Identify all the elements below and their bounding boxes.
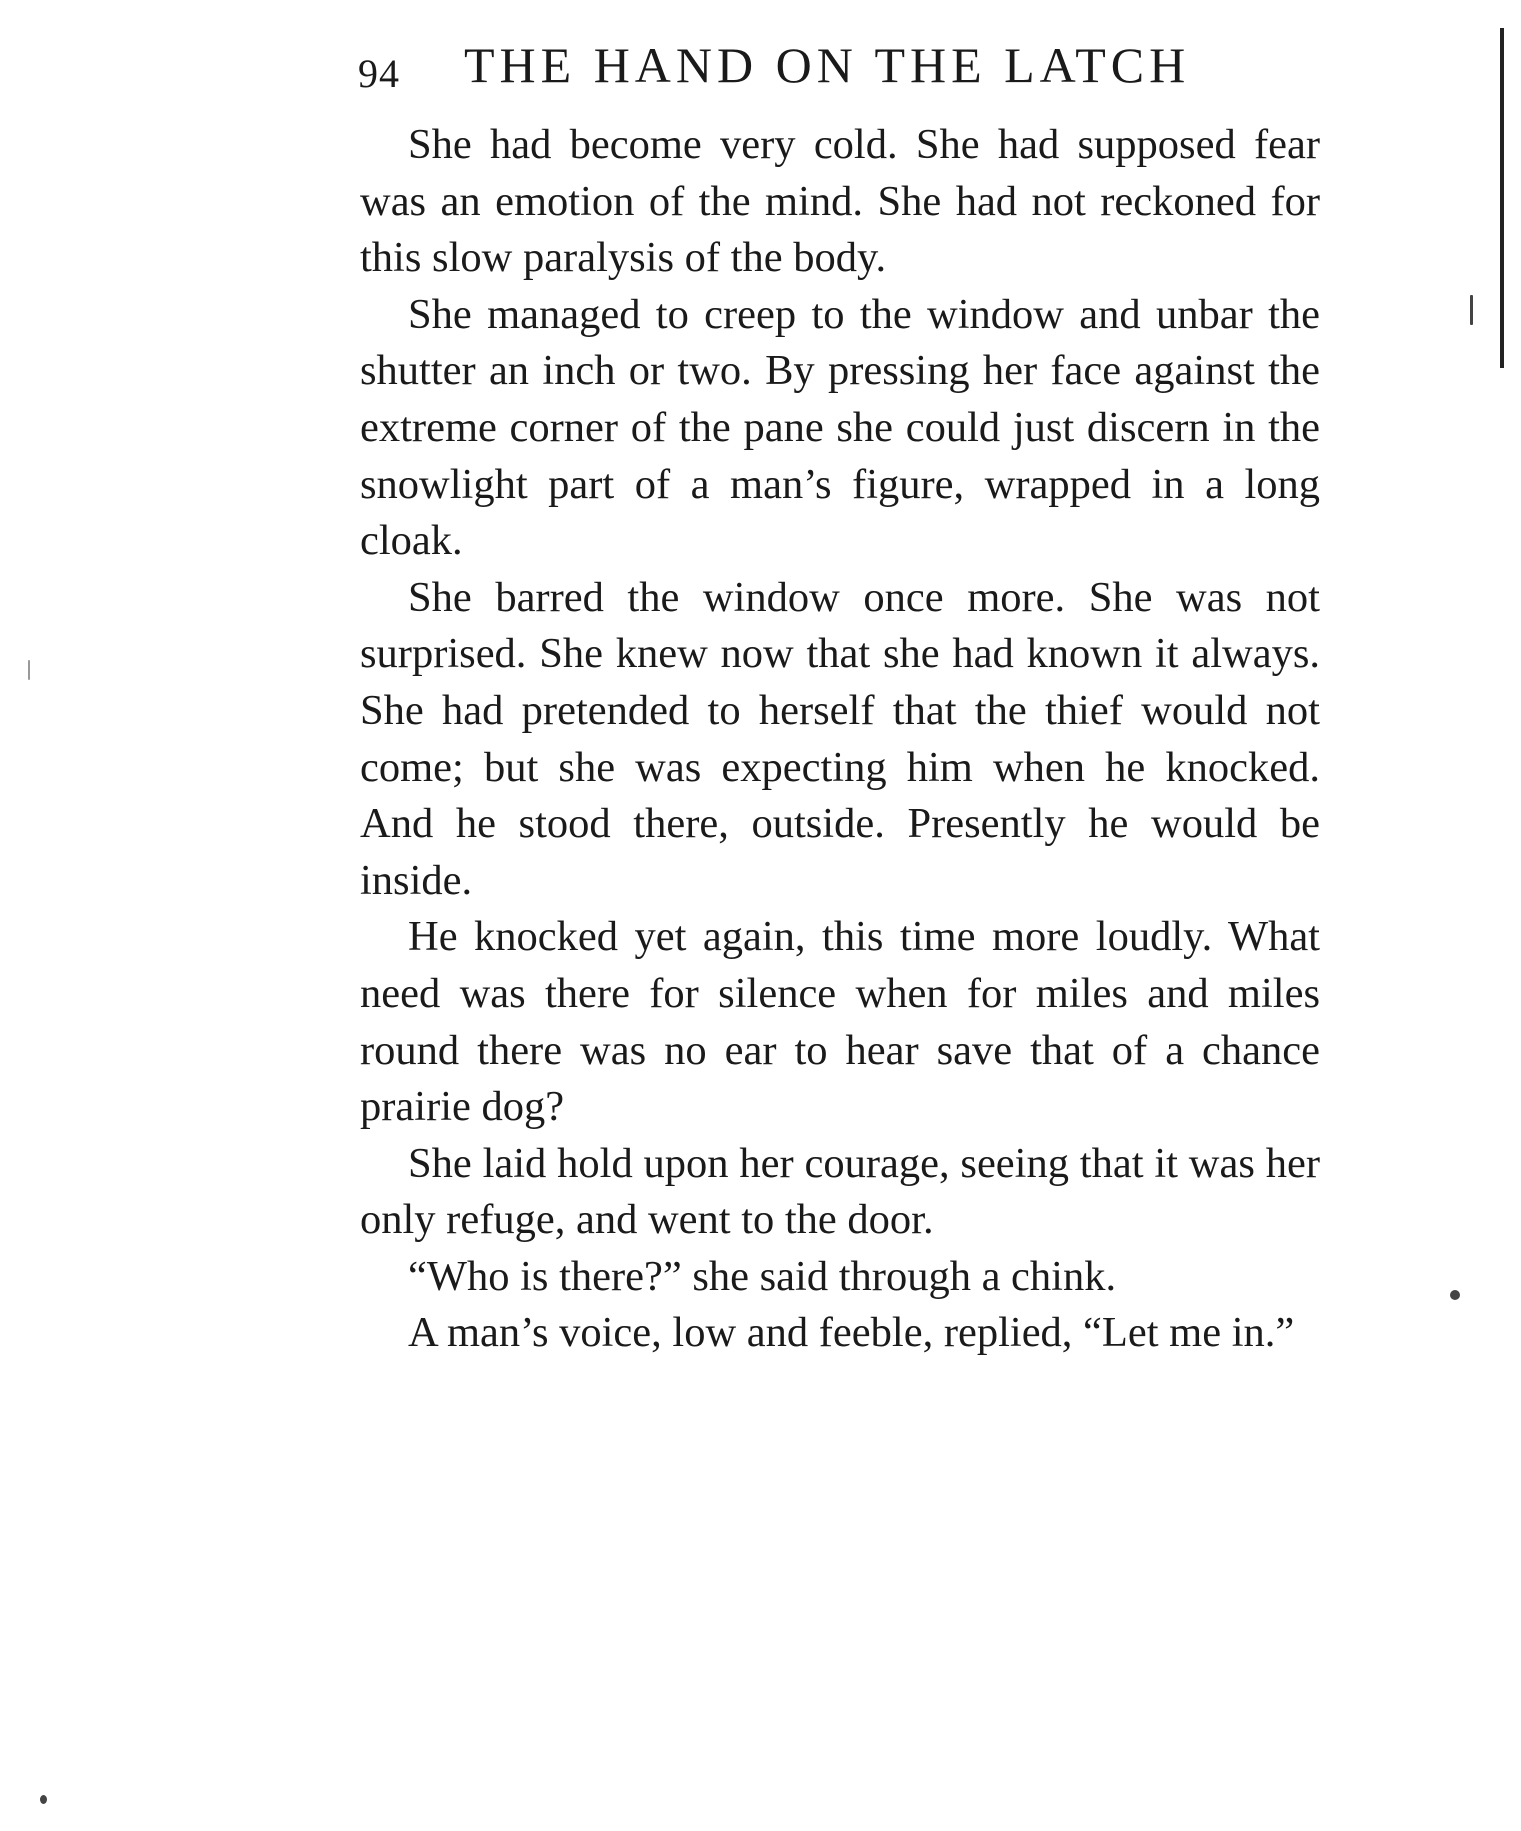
paragraph: She had become very cold. She had supposed fear was an emotion of the mind. She had not reckoned for this slow paralysis of the body.: [360, 121, 1320, 282]
scan-speck: [1470, 295, 1473, 325]
page-header: [358, 36, 1318, 106]
scan-speck: [40, 1795, 47, 1804]
paragraph: A man’s voice, low and feeble, replied, “Let me in.”: [408, 1309, 1295, 1357]
paragraph: She laid hold upon her courage, seeing that it was her only refuge, and went to the door.: [360, 1139, 1320, 1244]
scan-margin-rule: [1500, 28, 1504, 368]
paragraph: “Who is there?” she said through a chink.: [408, 1252, 1117, 1300]
paragraph: She managed to creep to the window and unbar the shutter an inch or two. By pressing her face against the extreme corner of the pane she could just discern in the snowlight part of a man’s figure, wrapped in a long cloak.: [360, 290, 1320, 565]
paragraph: She barred the window once more. She was not surprised. She knew now that she had known it always. She had pretended to herself that the thief would not come; but she was expecting him when he knocked. And he stood there, outside. Presently he would be inside.: [360, 573, 1320, 904]
body-text: [360, 117, 1320, 1362]
running-title: THE HAND ON THE LATCH: [464, 37, 1191, 93]
scan-speck: [1450, 1290, 1460, 1300]
paragraph: He knocked yet again, this time more loudly. What need was there for silence when for miles and miles round there was no ear to hear save that of a chance prairie dog?: [360, 913, 1320, 1131]
page-number: 94: [358, 51, 400, 96]
scan-speck: [28, 660, 30, 680]
